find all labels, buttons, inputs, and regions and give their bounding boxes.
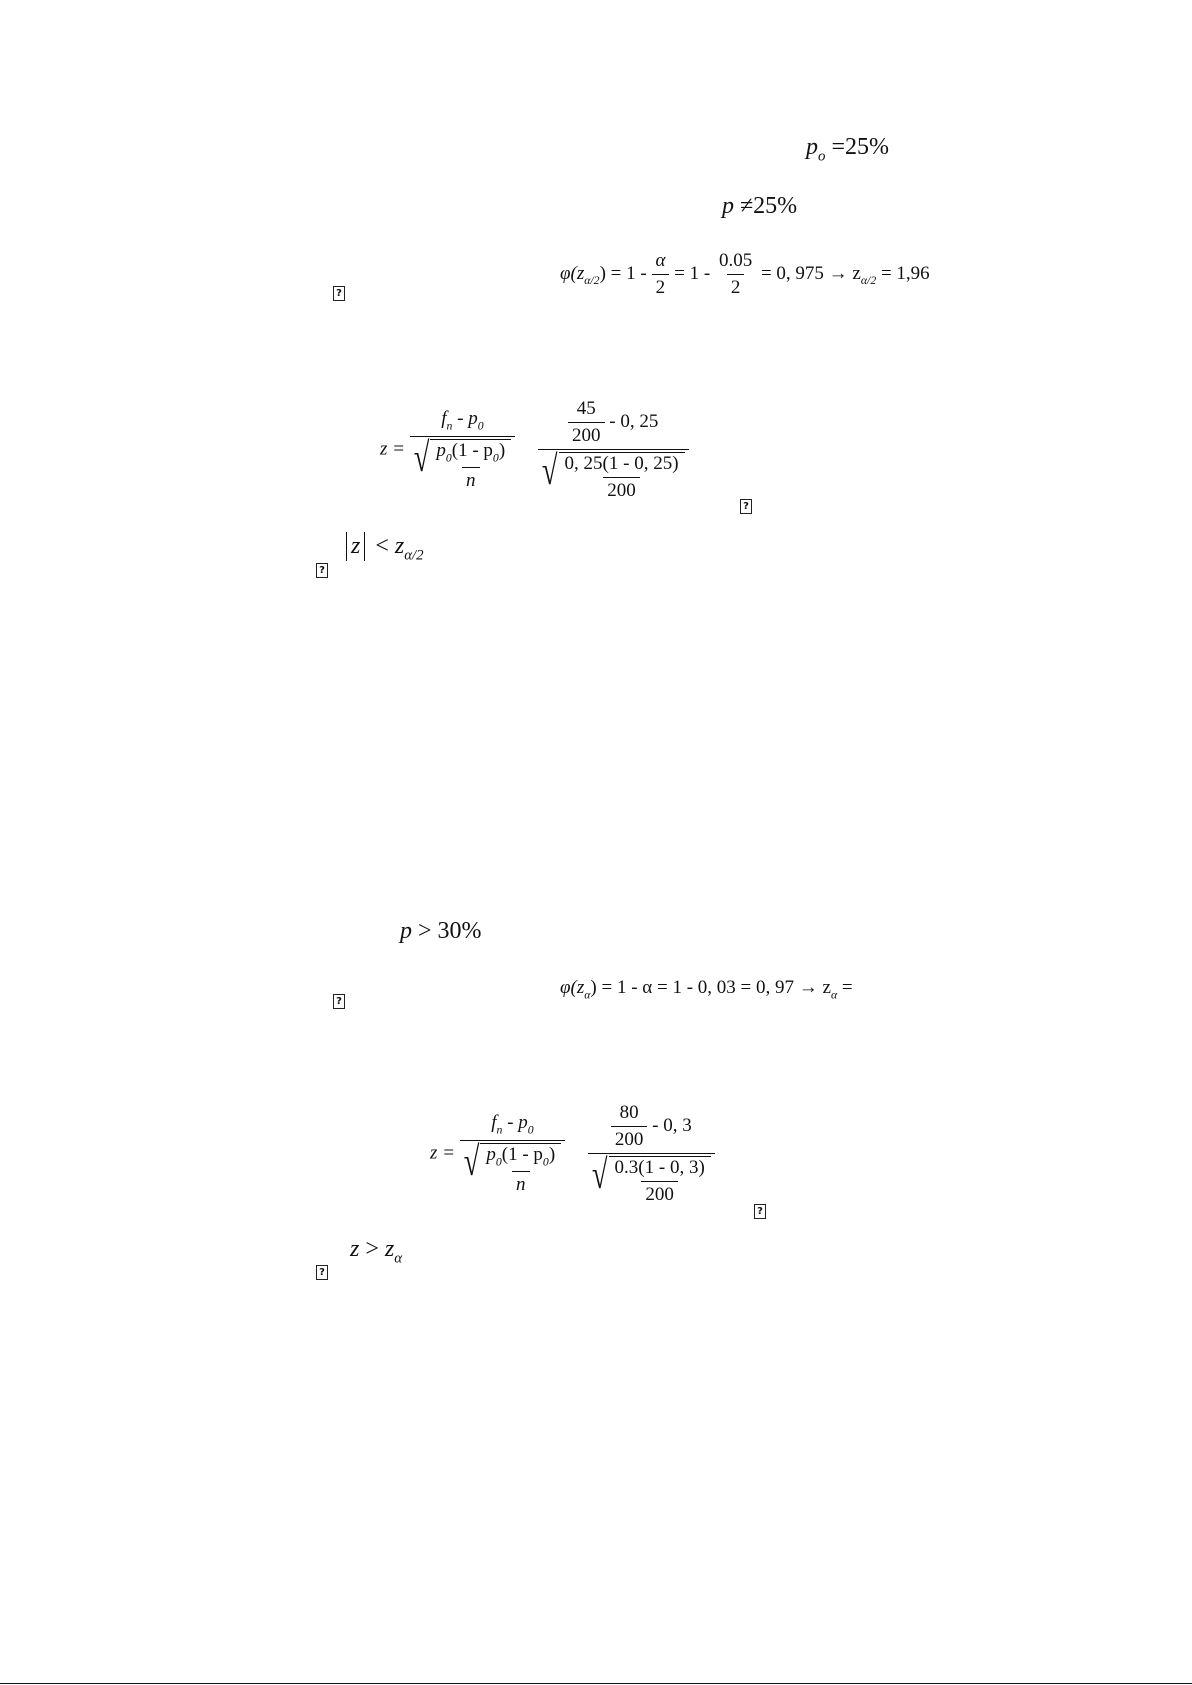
fraction-alpha-value	[715, 250, 756, 299]
missing-glyph-icon: ?	[333, 994, 345, 1009]
symbol: p	[806, 134, 818, 160]
denominator: 200	[568, 422, 605, 447]
missing-glyph-icon: ?	[740, 499, 752, 514]
sqrt-body	[480, 1143, 561, 1196]
greater-than: >	[365, 1236, 379, 1262]
alternative-hypothesis	[722, 193, 797, 220]
critical-value-equation	[560, 250, 930, 299]
formula-numerator	[487, 1112, 537, 1139]
subscript: α/2	[404, 547, 424, 564]
denominator: 2	[652, 274, 670, 299]
den-rest-sub: 0	[492, 450, 499, 464]
null-hypothesis	[806, 134, 889, 166]
proportion-fraction	[611, 1102, 648, 1151]
relation: =	[831, 134, 845, 160]
f-sub: n	[446, 419, 453, 433]
formula-denominator	[460, 1140, 565, 1196]
page-bottom-rule	[0, 1683, 1192, 1684]
substituted-fraction	[538, 398, 689, 502]
inner-fraction	[561, 453, 683, 502]
f: f	[441, 408, 447, 430]
lhs: z =	[430, 1142, 455, 1164]
substituted-numerator	[564, 398, 662, 449]
conclusion-inequality-2	[350, 1236, 402, 1268]
missing-glyph-icon: ?	[754, 1204, 766, 1219]
numerator: 45	[576, 398, 596, 419]
subscript: α	[584, 988, 591, 1002]
tail: =	[837, 977, 853, 998]
den-rest-sub: 0	[542, 1154, 549, 1168]
fraction-alpha	[651, 250, 669, 299]
inner-fraction	[611, 1157, 709, 1206]
inner-numerator: 0, 25(1 - 0, 25)	[564, 453, 679, 474]
radical: √	[541, 449, 558, 495]
part1: ) = 1 -	[599, 262, 652, 284]
less-than: <	[375, 533, 389, 559]
z: z	[350, 1236, 360, 1262]
formula-fraction	[460, 1112, 565, 1196]
z-critical: z	[384, 1236, 395, 1262]
missing-glyph-icon: ?	[316, 563, 328, 578]
p: p	[436, 439, 446, 461]
relation: >	[418, 918, 432, 944]
part4: = 1,96	[876, 262, 930, 284]
den-rest: (1 - p	[451, 439, 493, 461]
p: p	[486, 1143, 496, 1165]
formula-numerator	[437, 408, 487, 435]
radical: √	[463, 1139, 480, 1185]
substituted-fraction	[588, 1102, 715, 1206]
inner-numerator	[432, 440, 509, 467]
inner-numerator	[482, 1144, 559, 1171]
num-sub: 0	[477, 419, 484, 433]
symbol: p	[722, 193, 734, 219]
subscript: α	[394, 1250, 403, 1267]
symbol: p	[400, 918, 412, 944]
subscript: α/2	[584, 274, 600, 288]
relation: ≠	[740, 193, 754, 219]
sqrt	[591, 1153, 711, 1206]
denominator: 200	[611, 1126, 648, 1151]
value: 25%	[844, 134, 889, 160]
inner-fraction	[482, 1144, 559, 1196]
missing-glyph-icon: ?	[316, 1265, 328, 1280]
critical-value-equation-2	[560, 977, 853, 1002]
sqrt	[413, 435, 511, 492]
formula-fraction	[410, 408, 515, 492]
lhs: z =	[380, 438, 405, 460]
den-close: )	[498, 439, 506, 461]
proportion-fraction	[568, 398, 605, 447]
alternative-hypothesis-2	[400, 918, 482, 945]
p-sub: 0	[495, 1154, 502, 1168]
numerator: 0.05	[718, 250, 753, 271]
sqrt-body	[609, 1156, 711, 1206]
subscript: α/2	[860, 274, 877, 288]
part3: = 0, 975 → z	[760, 262, 861, 284]
substituted-numerator	[607, 1102, 696, 1153]
sqrt-body	[430, 439, 511, 492]
sqrt	[541, 449, 685, 502]
num-rest: - p	[502, 1112, 528, 1134]
inner-numerator: 0.3(1 - 0, 3)	[614, 1157, 705, 1178]
inner-denominator: n	[512, 1171, 530, 1196]
num-sub: 0	[527, 1123, 534, 1137]
f: f	[491, 1112, 497, 1134]
phi: φ(z	[560, 262, 585, 284]
num-rest: - p	[452, 408, 478, 430]
subscript-2: α	[830, 988, 838, 1002]
missing-glyph-icon: ?	[333, 286, 345, 301]
inner-denominator: 200	[603, 477, 640, 502]
substituted-denominator	[588, 1153, 715, 1206]
value: 25%	[753, 193, 798, 219]
sqrt-body	[559, 452, 685, 502]
minus-p0: - 0, 25	[604, 410, 659, 432]
numerator: 80	[619, 1102, 639, 1123]
z-critical: z	[394, 533, 405, 559]
inner-fraction	[432, 440, 509, 492]
test-statistic-formula-2	[430, 1102, 715, 1206]
radical: √	[413, 435, 430, 481]
radical: √	[591, 1153, 608, 1199]
rest: ) = 1 - α = 1 - 0, 03 = 0, 97 → z	[590, 977, 831, 998]
den-close: )	[548, 1143, 556, 1165]
den-rest: (1 - p	[501, 1143, 543, 1165]
f-sub: n	[496, 1123, 503, 1137]
phi: φ(z	[560, 977, 585, 998]
inner-denominator: 200	[641, 1181, 678, 1206]
conclusion-inequality	[342, 532, 424, 565]
value: 30%	[437, 918, 482, 944]
formula-denominator	[410, 436, 515, 492]
sqrt	[463, 1139, 561, 1196]
substituted-denominator	[538, 449, 689, 502]
subscript: o	[818, 148, 826, 165]
p-sub: 0	[445, 450, 452, 464]
part2: = 1 -	[674, 262, 715, 284]
test-statistic-formula	[380, 398, 689, 502]
abs-z: z	[346, 532, 365, 561]
denominator: 2	[727, 274, 745, 299]
numerator: α	[655, 250, 666, 271]
inner-denominator: n	[462, 467, 480, 492]
minus-p0: - 0, 3	[647, 1114, 692, 1136]
